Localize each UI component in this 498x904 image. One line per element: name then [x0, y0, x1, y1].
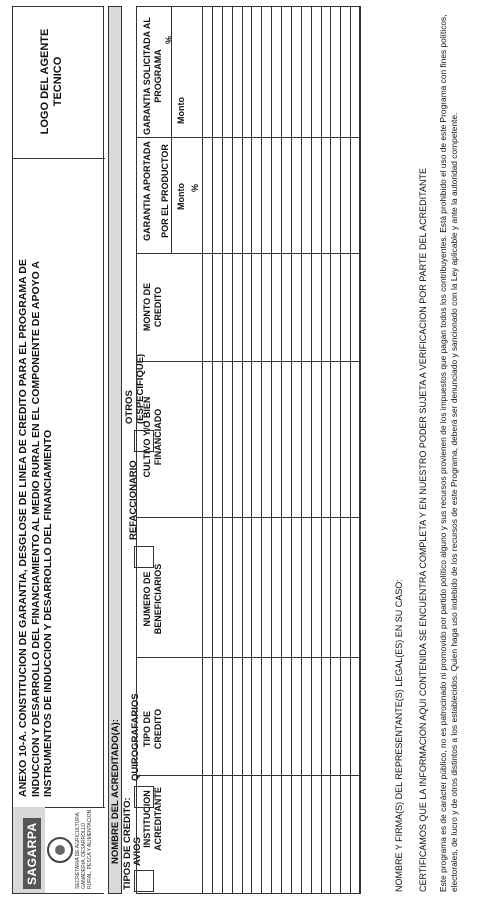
table-column-divider	[136, 657, 360, 658]
table-row	[251, 6, 252, 894]
certificamos-text: CERTIFICAMOS QUE LA INFORMACION AQUI CONTENIDA SE ENCUENTRA COMPLETA Y EN NUESTRO PODER SUJETA A VERIFICACION POR PARTE DEL ACREDITANTE	[418, 168, 428, 892]
col-por-el-productor: POR EL PRODUCTOR	[160, 144, 170, 238]
garantia-subdivider	[171, 6, 172, 254]
table-row	[281, 6, 282, 894]
nombre-acreditado-label: NOMBRE DEL ACREDITADO(A):	[110, 719, 121, 864]
firma-label: NOMBRE Y FIRMA(S) DEL REPRESENTANTE(S) LEGAL(ES) EN SU CASO:	[394, 579, 404, 892]
col-garantia-aportada: GARANTIA APORTADA	[142, 141, 152, 241]
seal-icon	[47, 837, 73, 863]
table-row	[330, 6, 331, 894]
table-row	[360, 6, 361, 894]
otros-label: OTROS (ESPECIFIQUE)	[124, 353, 146, 424]
logo-agente-label: LOGO DEL AGENTE TECNICO	[39, 28, 64, 135]
table-row	[350, 6, 351, 894]
table-row	[202, 6, 203, 894]
logo-agente-box	[13, 5, 105, 159]
garantia-aportada-pct: %	[190, 183, 200, 192]
col-cultivo: CULTIVO Y/O BIEN FINANCIADO	[142, 396, 163, 478]
form-header	[12, 6, 104, 894]
table-row	[271, 6, 272, 894]
col-numero-beneficiarios: NUMERO DE BENEFICIARIOS	[142, 563, 163, 635]
table-row	[242, 6, 243, 894]
org-subtitle: SECRETARIA DE AGRICULTURA, GANADERIA, DESARROLLO RURAL, PESCA Y ALIMENTACION	[75, 809, 93, 889]
col-monto-credito: MONTO DE CREDITO	[142, 282, 163, 332]
sagarpa-logo	[13, 807, 105, 893]
garantia-solicitada-monto: Monto	[176, 97, 186, 124]
table-row	[301, 6, 302, 894]
col-institucion: INSTITUCION ACREDITANTE	[142, 787, 163, 851]
col-garantia-solicitada: GARANTIA SOLICITADA AL PROGRAMA	[142, 17, 163, 135]
table-column-divider	[136, 137, 360, 138]
quirografarios-label: QUIROGRAFARIOS	[130, 693, 141, 781]
table-column-divider	[136, 517, 360, 518]
table-row	[212, 6, 213, 894]
form-title: ANEXO 10-A. CONSTITUCION DE GARANTIA, DESGLOSE DE LINEA DE CREDITO PARA EL PROGRAMA DE INDUCCION Y DESARROLLO DEL FINANCIAMIENTO AL MEDIO RURAL EN EL COMPONENTE DE APOYO A INSTRUMENTOS DE INDUCCION Y DESARROLLO DEL FINANCIAMIENTO	[17, 259, 54, 797]
refaccionario-label: REFACCIONARIO	[128, 460, 139, 540]
avios-label: AVIOS	[132, 837, 143, 866]
tipos-credito-label: TIPOS DE CREDITO:	[122, 797, 133, 890]
garantia-aportada-monto: Monto	[176, 183, 186, 210]
table-row	[222, 6, 223, 894]
table-row	[232, 6, 233, 894]
table-row	[321, 6, 322, 894]
table-row	[340, 6, 341, 894]
table-column-divider	[136, 775, 360, 776]
org-name: SAGARPA	[23, 818, 41, 889]
table-row	[261, 6, 262, 894]
table-row	[311, 6, 312, 894]
table-row	[291, 6, 292, 894]
table-column-divider	[136, 361, 360, 362]
leyenda-text: Este programa es de carácter público, no es patrocinado ni promovido por partido político alguno y sus recursos provienen de los impuestos que pagan todos los contribuyentes. Está prohibido el uso de este Programa con fines políticos, electorales, de lucro y de otros distintos a los establecidos. Quien haga uso indebido de los recursos de este Programa, deberá ser denunciado y sancionado con la Ley aplicable y ante la autoridad competente.	[438, 14, 459, 892]
table-column-divider	[136, 253, 360, 254]
garantia-solicitada-pct: %	[164, 35, 174, 44]
col-tipo-credito: TIPO DE CREDITO	[142, 708, 163, 750]
